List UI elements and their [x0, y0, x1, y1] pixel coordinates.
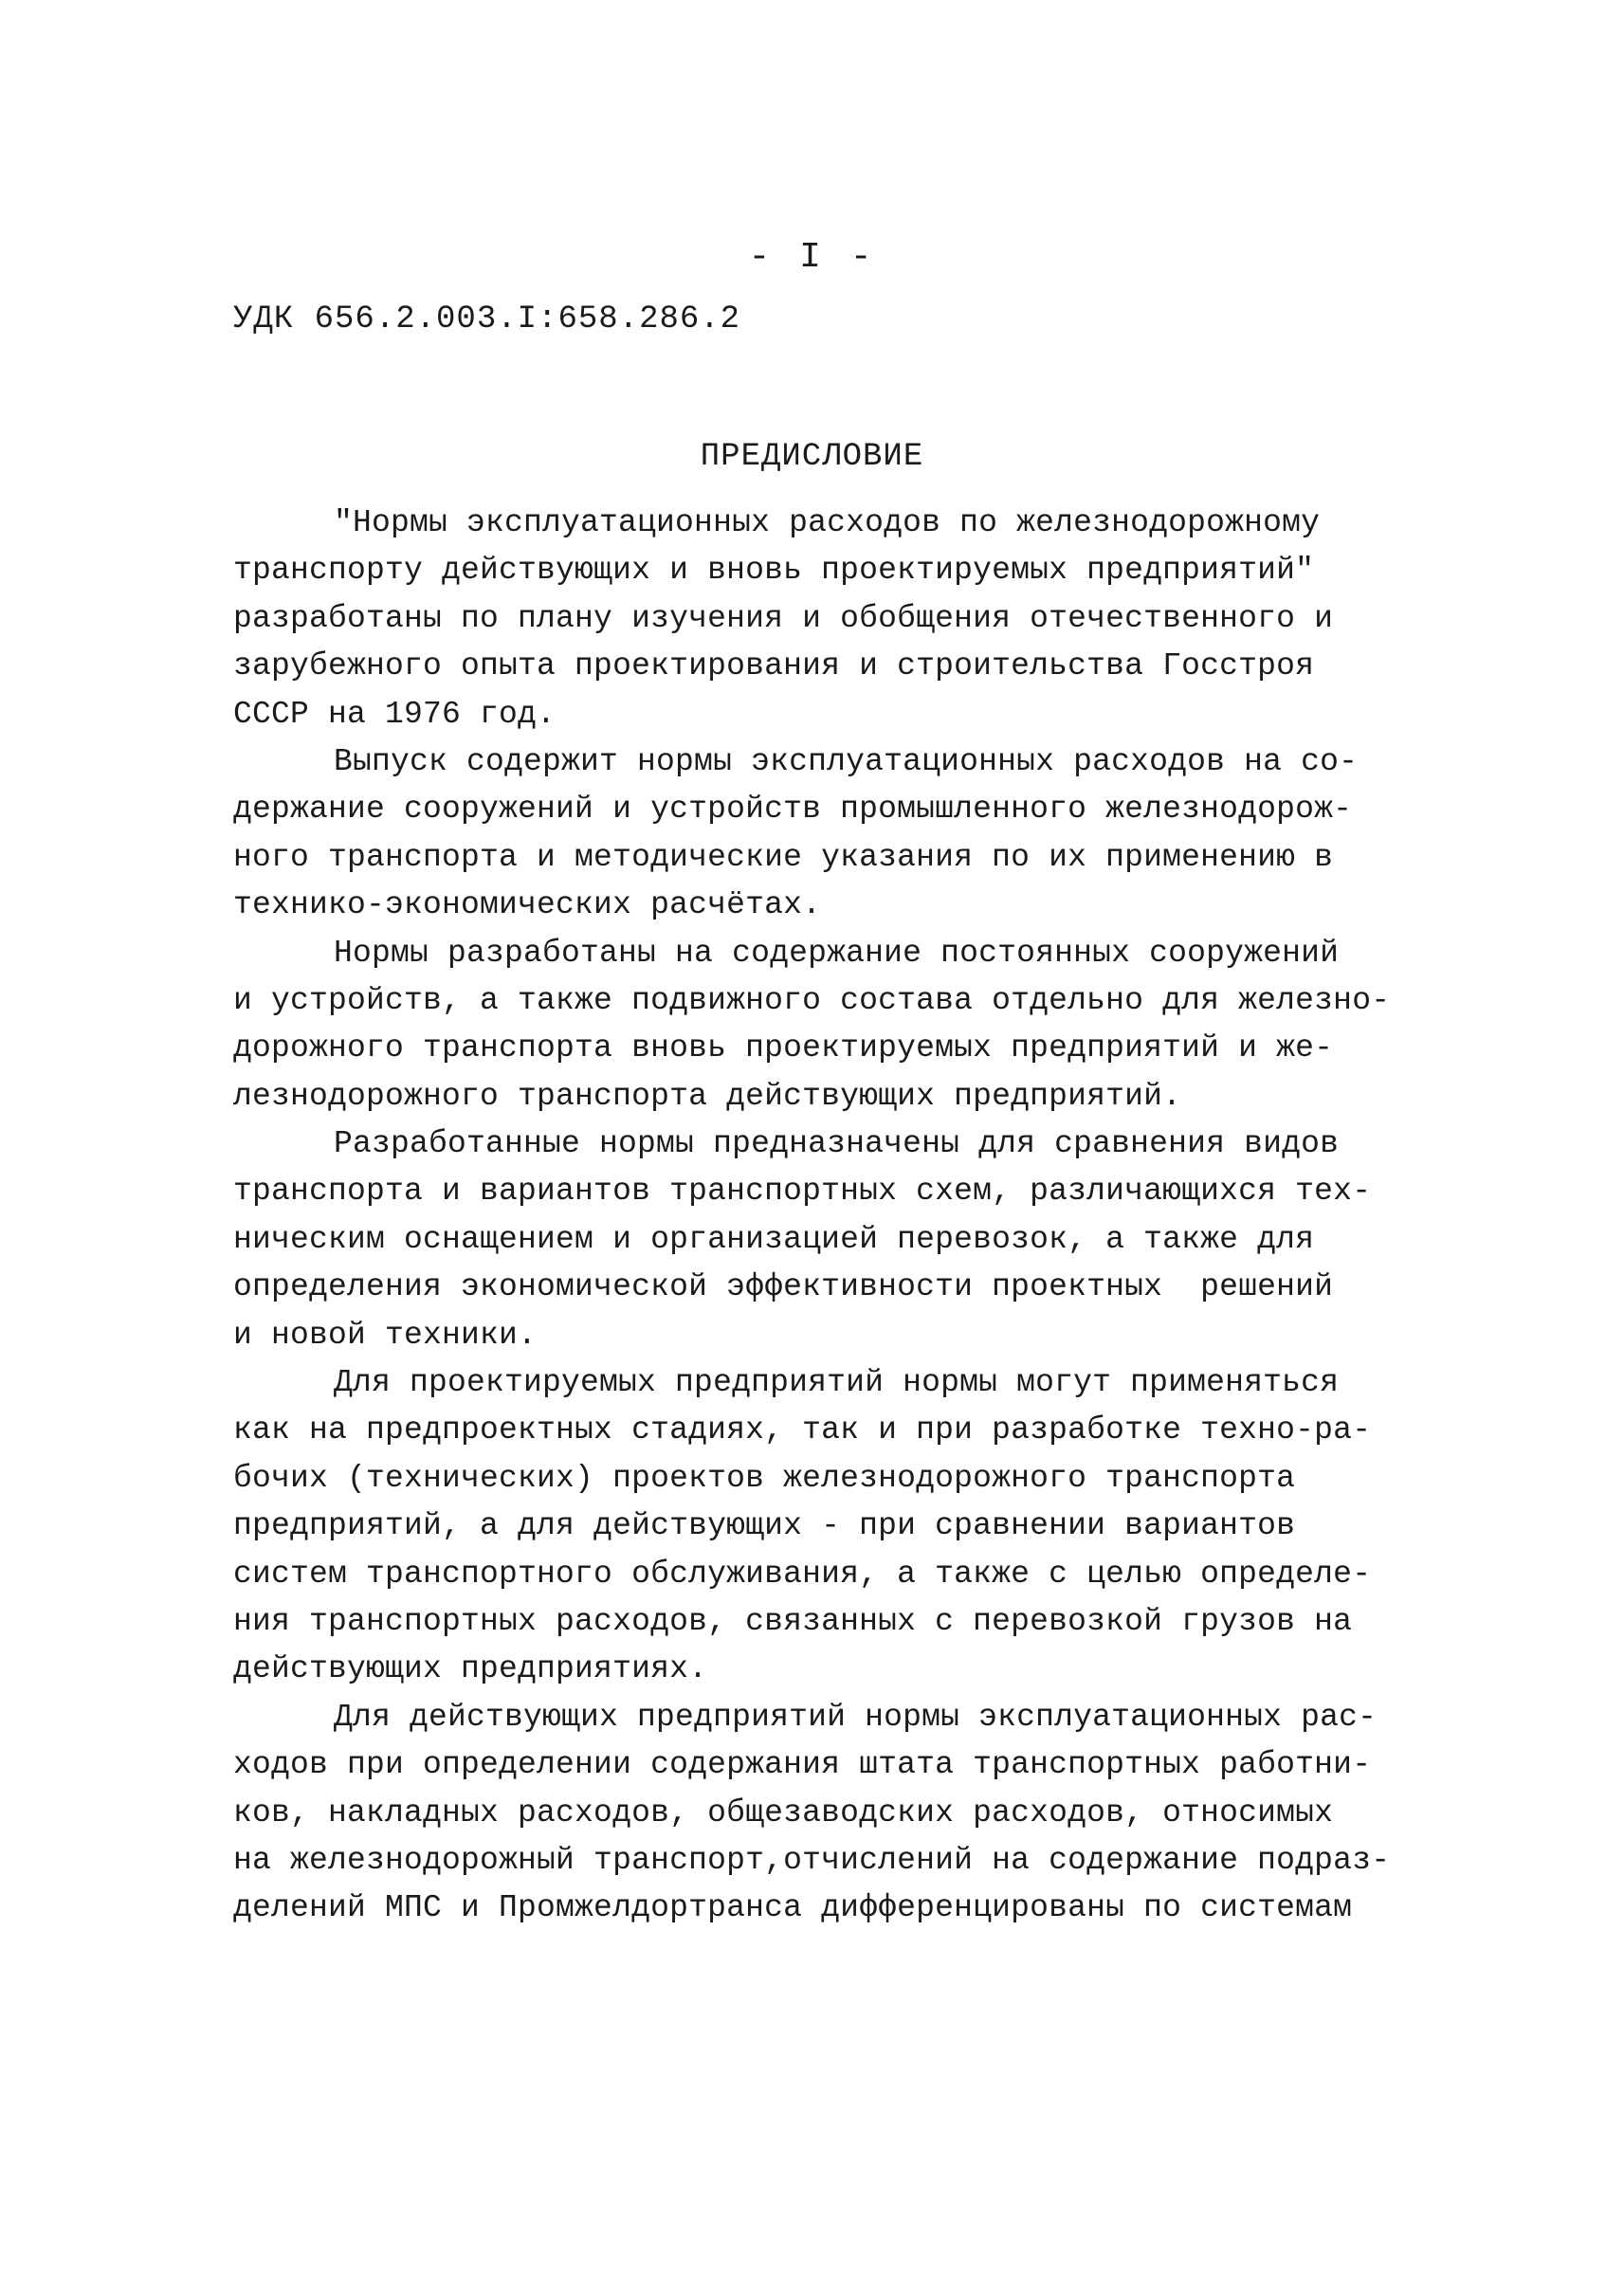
text-line: определения экономической эффективности проектных решений	[233, 1269, 1334, 1305]
text-line: бочих (технических) проектов железнодорожного транспорта	[233, 1460, 1296, 1496]
text-line: ническим оснащением и организацией перевозок, а также для	[233, 1221, 1315, 1257]
text-line: лезнодорожного транспорта действующих предприятий.	[233, 1078, 1182, 1114]
text-line: держание сооружений и устройств промышленного железнодорож-	[233, 792, 1353, 828]
udk-code: УДК 656.2.003.I:658.286.2	[233, 301, 741, 337]
text-line: систем транспортного обслуживания, а также с целью определе-	[233, 1556, 1372, 1592]
text-line: Нормы разработаны на содержание постоянных сооружений	[334, 935, 1340, 971]
text-line: Для проектируемых предприятий нормы могут применяться	[334, 1365, 1340, 1401]
text-line: ного транспорта и методические указания по их применению в	[233, 839, 1334, 875]
text-line: транспорта и вариантов транспортных схем, различающихся тех-	[233, 1174, 1372, 1210]
text-line: и новой техники.	[233, 1317, 538, 1353]
section-heading: ПРЕДИСЛОВИЕ	[700, 439, 924, 475]
text-line: Для действующих предприятий нормы эксплуатационных рас-	[334, 1699, 1378, 1735]
text-line: как на предпроектных стадиях, так и при разработке техно-ра-	[233, 1412, 1372, 1448]
text-line: зарубежного опыта проектирования и строительства Госстроя	[233, 648, 1315, 684]
text-line: предприятий, а для действующих - при сравнении вариантов	[233, 1508, 1296, 1544]
text-line: СССР на 1976 год.	[233, 696, 557, 732]
text-line: ков, накладных расходов, общезаводских расходов, относимых	[233, 1794, 1334, 1831]
text-line: делений МПС и Промжелдортранса дифференцированы по системам	[233, 1890, 1353, 1926]
text-line: Разработанные нормы предназначены для сравнения видов	[334, 1126, 1340, 1162]
text-line: технико-экономических расчётах.	[233, 887, 822, 923]
text-line: разработаны по плану изучения и обобщения отечественного и	[233, 600, 1334, 636]
text-line: "Нормы эксплуатационных расходов по железнодорожному	[334, 505, 1321, 540]
text-line: и устройств, а также подвижного состава отдельно для железно-	[233, 982, 1391, 1018]
text-line: ния транспортных расходов, связанных с перевозкой грузов на	[233, 1603, 1353, 1639]
text-line: на железнодорожный транспорт,отчислений на содержание подраз-	[233, 1842, 1391, 1878]
text-line: действующих предприятиях.	[233, 1651, 708, 1687]
text-line: Выпуск содержит нормы эксплуатационных расходов на со-	[334, 743, 1359, 779]
body-text	[233, 500, 1418, 1933]
text-line: ходов при определении содержания штата транспортных работни-	[233, 1747, 1372, 1783]
text-line: транспорту действующих и вновь проектируемых предприятий"	[233, 553, 1315, 589]
page-number: - I -	[748, 237, 876, 278]
text-line: дорожного транспорта вновь проектируемых предприятий и же-	[233, 1030, 1334, 1066]
